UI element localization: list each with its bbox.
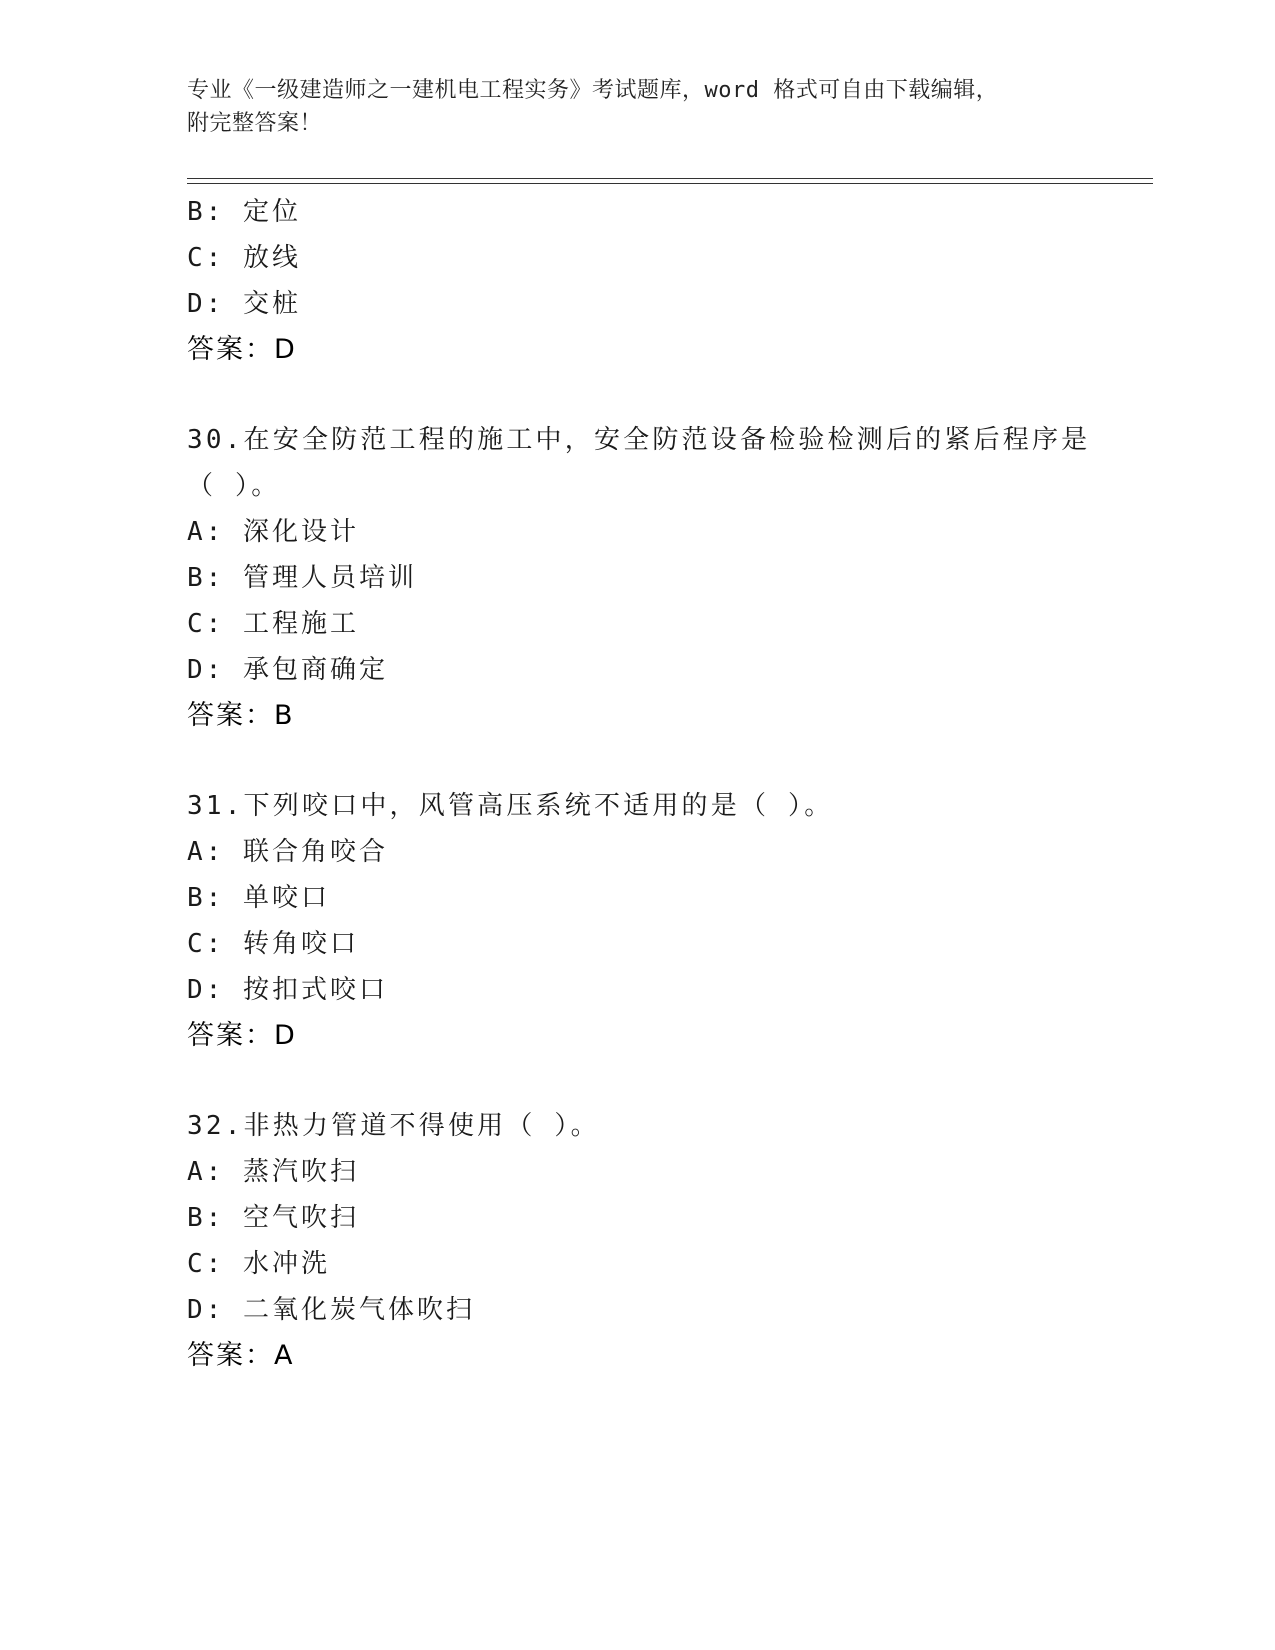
question-32 (187, 1103, 1153, 1379)
question-stem: 32.非热力管道不得使用（ ）。 (187, 1111, 600, 1141)
answer-line: 答案：A (187, 1340, 295, 1371)
header-divider-top (187, 178, 1153, 179)
option-line: B: 单咬口 (187, 883, 330, 913)
option-line: C: 转角咬口 (187, 929, 359, 959)
option-line: A: 蒸汽吹扫 (187, 1157, 359, 1187)
option-line: B: 定位 (187, 197, 301, 227)
answer-line: 答案：D (187, 1020, 297, 1051)
question-29-continued (187, 189, 1153, 373)
option-line: D: 按扣式咬口 (187, 975, 388, 1005)
option-line: D: 交桩 (187, 289, 301, 319)
document-header (187, 74, 1067, 140)
option-line: B: 管理人员培训 (187, 563, 417, 593)
header-line-2: 附完整答案！ (187, 111, 323, 136)
option-line: C: 放线 (187, 243, 301, 273)
option-line: B: 空气吹扫 (187, 1203, 359, 1233)
answer-line: 答案：B (187, 700, 295, 731)
option-line: C: 工程施工 (187, 609, 359, 639)
question-stem: 30.在安全防范工程的施工中，安全防范设备检验检测后的紧后程序是 (187, 425, 1091, 455)
question-31 (187, 783, 1153, 1059)
option-line: D: 二氧化炭气体吹扫 (187, 1295, 475, 1325)
option-line: A: 联合角咬合 (187, 837, 388, 867)
question-stem-continued: （ ）。 (187, 471, 281, 501)
header-line-1: 专业《一级建造师之一建机电工程实务》考试题库，word 格式可自由下载编辑， (187, 78, 999, 103)
question-stem: 31.下列咬口中，风管高压系统不适用的是（ ）。 (187, 791, 834, 821)
question-30 (187, 417, 1153, 739)
answer-line: 答案：D (187, 334, 297, 365)
option-line: A: 深化设计 (187, 517, 359, 547)
question-list (187, 189, 1153, 1379)
option-line: C: 水冲洗 (187, 1249, 330, 1279)
header-divider-bottom (187, 183, 1153, 184)
option-line: D: 承包商确定 (187, 655, 388, 685)
